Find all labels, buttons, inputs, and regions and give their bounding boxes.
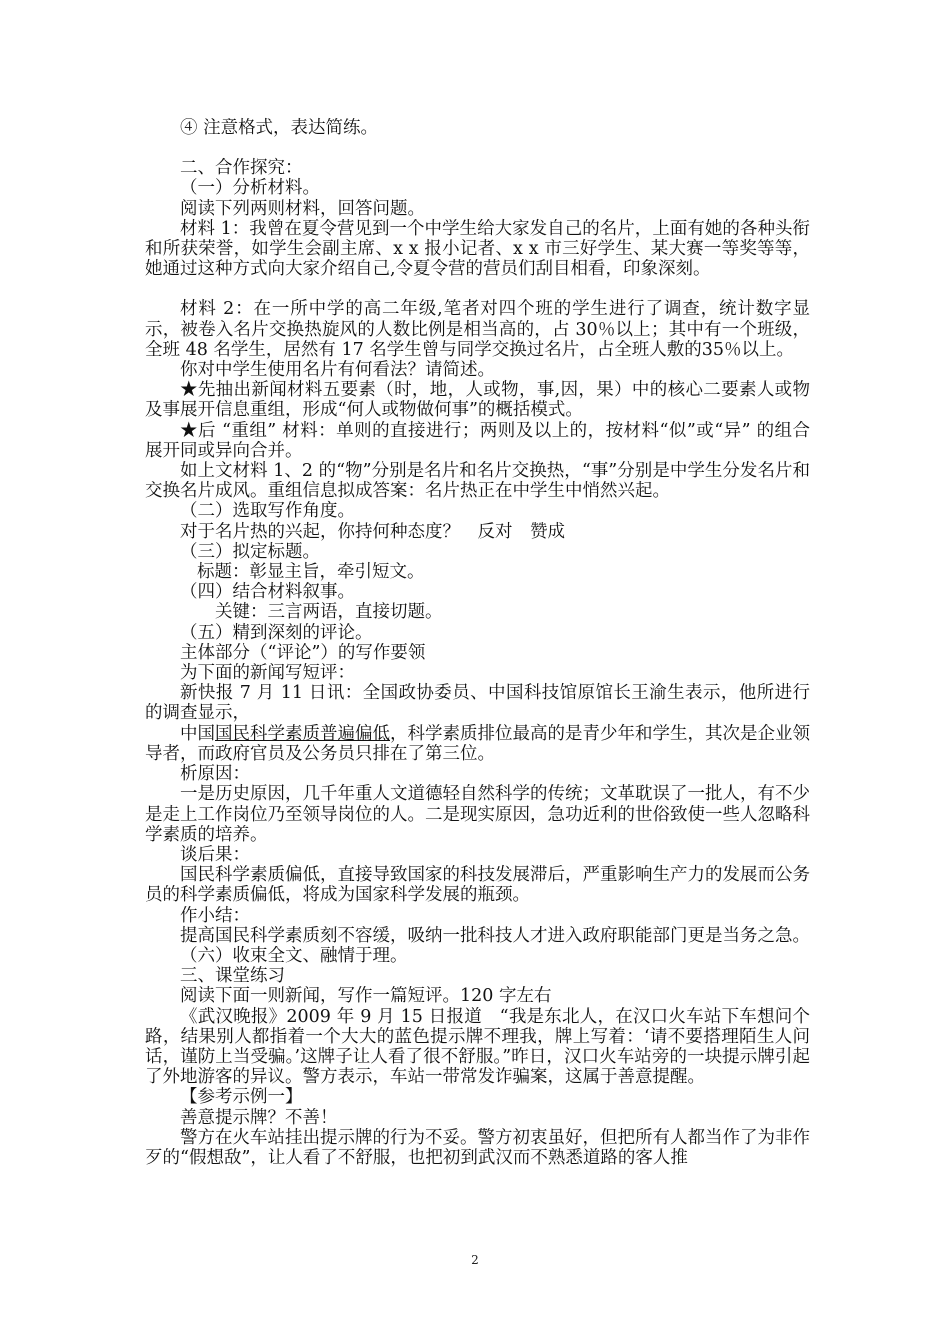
main-part-tip: 主体部分（“评论”）的写作要领 <box>180 642 426 663</box>
subheading-6: （六）收束全文、融情于理。 <box>180 945 408 966</box>
reference-title: 善意提示牌？不善！ <box>180 1107 338 1128</box>
cause-text: 一是历史原因，几千年重人文道德轻自然科学的传统；文革耽误了一批人，有不少是走上工作岗位乃至领导岗位的人。二是现实原因，急功近利的世俗致使一些人忽略科学素质的培养。 <box>145 784 810 845</box>
star-tip-2: ★后 “重组” 材料：单则的直接进行；两则及以上的，按材料“似”或“异” 的组合展开同或异向合并。 <box>145 420 810 461</box>
news-prompt: 为下面的新闻写短评： <box>180 663 355 684</box>
attitude-question: 对于名片热的兴起，你持何种态度？ 反对 赞成 <box>180 521 565 542</box>
title-tip: 标题：彰显主旨，牵引短文。 <box>197 562 425 583</box>
underlined-phrase: 国民科学素质普遍偏低 <box>215 723 390 744</box>
news-text-2 <box>145 724 810 764</box>
reference-text: 警方在火车站挂出提示牌的行为不妥。警方初衷虽好，但把所有人都当作了为非作歹的“假想敌”，让人看了不舒服，也把初到武汉而不熟悉道路的客人推 <box>145 1127 810 1168</box>
exercise-instruction: 阅读下面一则新闻，写作一篇短评。120 字左右 <box>180 986 552 1007</box>
exercise-news: 《武汉晚报》2009 年 9 月 15 日报道 “我是东北人，在汉口火车站下车想问个路，结果别人都指着一个大大的蓝色提示牌不理我，牌上写着：‘请不要搭理陌生人问话，谨防上当受骗。’这牌子让人看了很不舒服。”昨日，汉口火车站旁的一块提示牌引起了外地游客的异议。警方表示，车站一带常发诈骗案，这属于善意提醒。 <box>145 1006 810 1088</box>
subheading-4: （四）结合材料叙事。 <box>180 582 355 603</box>
section-heading-3: 三、课堂练习 <box>180 966 285 987</box>
instruction-text: 阅读下列两则材料，回答问题。 <box>180 198 425 219</box>
subheading-2: （二）选取写作角度。 <box>180 501 355 522</box>
cause-label: 析原因： <box>180 764 250 785</box>
material-2: 材料 2：在一所中学的高二年级,笔者对四个班的学生进行了调查，统计数字显示，被卷入名片交换热旋风的人数比例是相当高的，占 30％以上；其中有一个班级，全班 48 名学生，居然有 17 名学生曾与同学交换过名片，占全班人敷的35％以上。 <box>145 299 810 360</box>
summary-label: 作小结： <box>180 905 250 926</box>
news-text-1: 新快报 7 月 11 日讯：全国政协委员、中国科技馆原馆长王渝生表示，他所进行的调查显示， <box>145 683 810 724</box>
summary-text: 提高国民科学素质刻不容缓，吸纳一批科技人才进入政府职能部门更是当务之急。 <box>180 925 810 946</box>
subheading-5: （五）精到深刻的评论。 <box>180 622 373 643</box>
section-heading-2: 二、合作探究： <box>180 158 303 179</box>
subheading-3: （三）拟定标题。 <box>180 541 320 562</box>
page-number: 2 <box>471 1253 479 1267</box>
reference-label: 【参考示例一】 <box>180 1087 303 1108</box>
consequence-label: 谈后果： <box>180 844 250 865</box>
material-1: 材料 1：我曾在夏令营见到一个中学生给大家发自己的名片，上面有她的各种头衔和所获荣誉，如学生会副主席、x x 报小记者、x x 市三好学生、某大赛一等奖等等，她通过这种方式向大家介绍自己,令夏令营的营员们刮目相看，印象深刻。 <box>145 218 810 280</box>
star-tip-1: ★先抽出新闻材料五要素（时，地，人或物，事,因，果）中的核心二要素人或物及事展开信息重组，形成“何人或物做何事”的概括模式。 <box>145 380 810 421</box>
consequence-text: 国民科学素质偏低，直接导致国家的科技发展滞后，严重影响生产力的发展而公务员的科学素质偏低，将成为国家科学发展的瓶颈。 <box>145 865 810 906</box>
news-text-2c: ，科学素质排位最高的是青少年和学生，其次是企业领导者，而政府官员及公务员只排在了第三位。 <box>145 723 810 764</box>
key-tip: 关键：三言两语，直接切题。 <box>215 602 443 623</box>
subheading-1: （一）分析材料。 <box>180 178 320 199</box>
question-text: 你对中学生使用名片有何看法？请简述。 <box>180 360 495 381</box>
format-tip: ④ 注意格式，表达简练。 <box>180 118 379 138</box>
document-body <box>145 118 810 1168</box>
news-text-2a: 中国 <box>180 723 215 744</box>
example-analysis: 如上文材料 1、2 的“物”分别是名片和名片交换热，“事”分别是中学生分发名片和交换名片成风。重组信息拟成答案：名片热正在中学生中悄然兴起。 <box>145 461 810 502</box>
